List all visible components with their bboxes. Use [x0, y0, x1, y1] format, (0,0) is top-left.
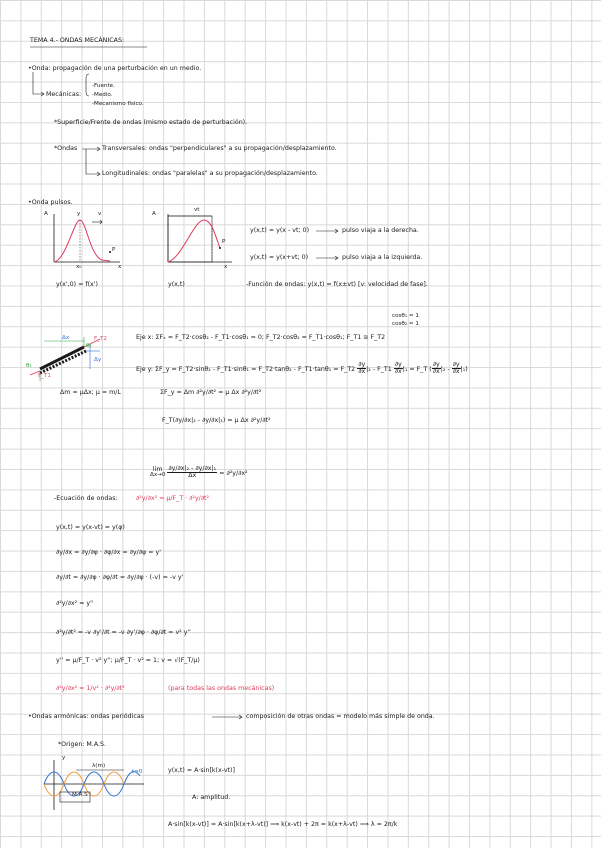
harmonic-y-label: y — [62, 755, 66, 761]
derivation-line-1: y(x,t) = y(x-vt) = y(φ) — [56, 524, 125, 531]
eq-right-travel: y(x,t) = y(x - vt; 0) — [250, 227, 310, 234]
fig1-caption: y(x',0) = f(x') — [56, 281, 98, 288]
onda-definition: •Onda: propagación de una perturbación en un medio. — [28, 65, 202, 72]
fig1-A-label: A — [44, 211, 48, 217]
fig2-P-label: P — [222, 239, 226, 245]
wave-equation-main: ∂²y/∂x² = μ/F_T · ∂²y/∂t² — [136, 495, 210, 502]
derivation-line-6: y'' = μ/F_T · v² y''; μ/F_T · v² = 1; v = √(F_T/μ) — [56, 657, 200, 664]
pulse-figure-moved — [160, 208, 240, 274]
derivation-line-5: ∂²y/∂t² = -v ∂y'/∂t = -v ∂y'/∂φ · ∂φ/∂t = v² y'' — [56, 629, 191, 636]
transversales-text: Transversales: ondas "perpendiculares" a su propagación/desplazamiento. — [102, 145, 337, 152]
wave-equation-final: ∂²y/∂x² = 1/v² · ∂²y/∂t² — [56, 685, 125, 692]
eje-x-equation: Eje x: ΣFₓ = F_T2·cosθ₂ - F_T1·cosθ₁ = 0; F_T2·cosθ₂ = F_T1·cosθ₁; F_T1 ≅ F_T2 — [136, 334, 386, 341]
title-underline — [30, 46, 150, 50]
fig2-A-label: A — [152, 211, 156, 217]
longitudinales-text: Longitudinales: ondas "paralelas" a su propagación/desplazamiento. — [102, 170, 318, 177]
mecanicas-label: Mecánicas: — [46, 91, 82, 98]
eq-left-desc: pulso viaja a la izquierda. — [342, 254, 423, 261]
armonicas-heading-rest: composición de otras ondas = modelo más simple de onda. — [246, 713, 435, 720]
ecuacion-heading: -Ecuación de ondas: — [54, 495, 118, 502]
wave-equation-note: (para todas las ondas mecánicas) — [168, 685, 275, 692]
amplitude-note: A: amplitud. — [192, 794, 231, 801]
theta1-label: θ₁ — [26, 363, 32, 369]
fig1-x0-label: x₀ — [76, 264, 82, 270]
sum-fy-equation: ΣF_y = Δm ∂²y/∂t² = μ Δx ∂²y/∂t² — [160, 389, 262, 396]
ft2-label: F_T2 — [94, 336, 107, 342]
derivation-line-2: ∂y/∂x = ∂y/∂φ · ∂φ/∂x = ∂y/∂φ = y' — [56, 549, 161, 556]
cos-note-1: cosθ₁ ≈ 1 — [392, 313, 419, 319]
derivation-line-4: ∂²y/∂x² = y'' — [56, 600, 94, 607]
ft-derivative-equation: F_T(∂y/∂x|₂ - ∂y/∂x|₁) = μ Δx ∂²y/∂t² — [162, 417, 271, 424]
fig1-x-label: x — [118, 264, 122, 270]
theta2-label: θ₂ — [86, 343, 92, 349]
wavelength-derivation: A·sin[k(x-vt)] = A·sin[k(x+λ-vt)] ⟹ k(x-vt) + 2π = k(x+λ-vt) ⟹ λ = 2π/k — [168, 821, 398, 828]
fig2-vt-label: vt — [194, 207, 200, 213]
fig2-caption: y(x,t) — [168, 281, 185, 288]
pulse-figure-initial — [40, 208, 130, 274]
t0-label: t=0 — [132, 769, 143, 775]
dm-equation: Δm = μΔx; μ = m/L — [60, 389, 121, 396]
armonicas-arrow — [212, 714, 248, 722]
fig1-P-label: P — [112, 247, 116, 253]
mas-label: M.A.S — [72, 792, 88, 798]
mecanicas-item-medio: -Medio. — [92, 92, 113, 98]
cos-note-2: cosθ₂ ≈ 1 — [392, 321, 419, 327]
fig1-y-label: y — [77, 211, 81, 217]
eq-right-desc: pulso viaja a la derecha. — [342, 227, 419, 234]
dy-label: Δy — [94, 357, 102, 363]
mecanicas-item-fuente: -Fuente. — [92, 83, 115, 89]
mecanicas-item-mecanismo: -Mecanismo físico. — [92, 101, 144, 107]
ft1-label: F_T1 — [38, 373, 51, 379]
fig2-x-label: x — [224, 264, 228, 270]
superficie-note: *Superficie/Frente de ondas (mismo estado de perturbación). — [54, 119, 248, 126]
origen-mas: *Origen: M.A.S. — [58, 741, 107, 748]
ondas-label: *Ondas — [54, 145, 78, 152]
harmonic-equation: y(x,t) = A·sin[k(x-vt)] — [168, 767, 235, 774]
eq-left-travel: y(x,t) = y(x+vt; 0) — [250, 254, 309, 261]
funcion-de-ondas: -Función de ondas: y(x,t) = f(x±vt) [v: velocidad de fase]. — [246, 281, 428, 288]
fig1-v-label: v — [98, 211, 102, 217]
pulsos-heading: •Onda pulsos. — [28, 199, 73, 206]
page-title: TEMA 4.- ONDAS MECÁNICAS: — [30, 37, 125, 44]
dx-label: Δx — [62, 335, 70, 341]
limit-equation: lim Δx→0 $\frac{\text{∂y/∂x|₂ - ∂y/∂x|₁}}{\Delta x}$ = ∂²y/∂x² — [150, 465, 248, 480]
mecanicas-arrow — [30, 72, 90, 104]
derivation-line-3: ∂y/∂t = ∂y/∂φ · ∂φ/∂t = ∂y/∂φ · (-v) = -v y' — [56, 574, 184, 581]
lambda-label: λ(m) — [92, 763, 106, 769]
eje-y-equation: Eje y: ΣF_y = F_T2·sinθ₂ - F_T1·sinθ₁ = F_T2·tanθ₂ - F_T1·tanθ₁ = F_T2 $\frac{\partial y}{\partial x}$ |₂ - F_T1 $\frac{\partial y}{\partial x}$ |₁ = F_T ( $\frac{\partial y}{\partial x}$ |₂ - $\frac{\partial y}{\partial x}$ |₁) — [136, 361, 468, 376]
armonicas-heading: •Ondas armónicas: ondas periódicas — [28, 713, 144, 720]
